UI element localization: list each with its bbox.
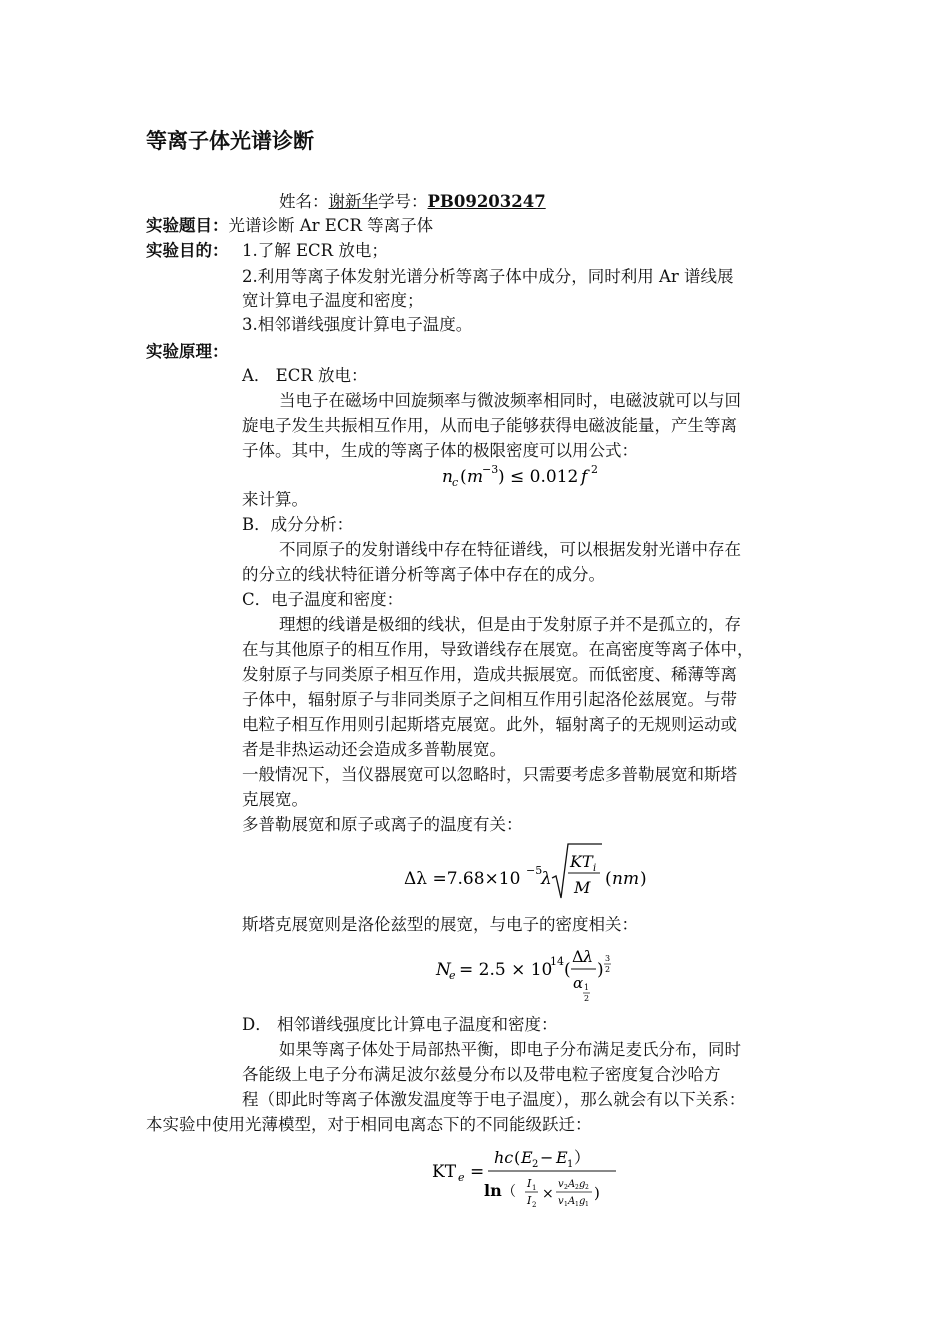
svg-text:α: α xyxy=(573,974,584,992)
section-a-after: 来计算。 xyxy=(242,490,308,509)
id-value: PB09203247 xyxy=(427,192,546,211)
section-a-line-3: 子体。其中，生成的等离子体的极限密度可以用公式： xyxy=(242,441,638,460)
svg-text:e: e xyxy=(449,969,456,982)
svg-text:−5: −5 xyxy=(526,864,543,877)
section-d-line-1: 如果等离子体处于局部热平衡，即电子分布满足麦氏分布，同时 xyxy=(279,1040,741,1059)
section-d-heading: D． 相邻谱线强度比计算电子温度和密度： xyxy=(242,1015,558,1034)
purpose-item-2: 2.利用等离子体发射光谱分析等离子体中成分，同时利用 Ar 谱线展 xyxy=(242,267,734,286)
electron-temperature-formula xyxy=(430,1140,630,1217)
page-title: 等离子体光谱诊断 xyxy=(146,128,314,153)
svg-text:): ) xyxy=(597,960,604,980)
svg-text:(: ( xyxy=(460,467,467,487)
ecr-density-formula-svg xyxy=(440,461,620,491)
stark-formula-svg xyxy=(434,941,614,1007)
svg-text:) ≤ 0.012: ) ≤ 0.012 xyxy=(498,467,579,487)
svg-text:λ: λ xyxy=(583,947,594,966)
svg-text:g: g xyxy=(579,1196,586,1207)
svg-text:Δλ =7.68×10: Δλ =7.68×10 xyxy=(404,869,521,889)
svg-text:2: 2 xyxy=(532,1201,537,1209)
svg-text:c: c xyxy=(452,476,459,489)
svg-text:g: g xyxy=(579,1179,586,1190)
topic-line xyxy=(146,214,433,238)
section-c-line-1: 理想的线谱是极细的线状，但是由于发射原子并不是孤立的，存 xyxy=(279,615,741,634)
svg-text:=: = xyxy=(470,1162,485,1182)
section-a-heading: A． ECR 放电： xyxy=(242,366,368,385)
section-a-line-2: 旋电子发生共振相互作用，从而电子能够获得电磁波能量，产生等离 xyxy=(242,416,737,435)
id-label: 学号： xyxy=(378,192,428,211)
ecr-density-formula xyxy=(440,461,620,496)
section-c-line-9: 多普勒展宽和原子或离子的温度有关： xyxy=(242,815,523,834)
purpose-item-1: 1.了解 ECR 放电； xyxy=(242,241,388,260)
svg-text:M: M xyxy=(574,878,591,897)
svg-text:m: m xyxy=(467,467,484,487)
svg-text:−: − xyxy=(540,1148,554,1167)
svg-text:v: v xyxy=(558,1179,564,1190)
svg-text:1: 1 xyxy=(584,983,590,992)
svg-text:): ) xyxy=(594,1184,600,1202)
section-c-line-4: 子体中，辐射原子与非同类原子之间相互作用引起洛伦兹展宽。与带 xyxy=(242,690,737,709)
svg-text:2: 2 xyxy=(591,463,598,476)
svg-text:2: 2 xyxy=(605,965,611,974)
topic-text: 光谱诊断 Ar ECR 等离子体 xyxy=(228,216,434,235)
svg-text:ln: ln xyxy=(484,1181,502,1200)
name-value: 谢新华 xyxy=(328,192,378,211)
electron-temperature-formula-svg xyxy=(430,1140,630,1212)
svg-text:1: 1 xyxy=(532,1184,537,1192)
svg-text:I: I xyxy=(527,1194,532,1207)
section-d-line-2: 各能级上电子分布满足波尔兹曼分布以及带电粒子密度复合沙哈方 xyxy=(242,1065,721,1084)
svg-text:2: 2 xyxy=(532,1159,539,1170)
principle-label: 实验原理： xyxy=(146,342,229,361)
svg-text:2: 2 xyxy=(584,994,590,1003)
svg-text:2: 2 xyxy=(575,1184,579,1191)
svg-text:A: A xyxy=(568,1179,576,1190)
svg-text:1: 1 xyxy=(585,1201,589,1208)
svg-text:KT: KT xyxy=(432,1162,457,1182)
svg-text:1: 1 xyxy=(575,1201,579,1208)
svg-text:= 2.5 × 10: = 2.5 × 10 xyxy=(459,960,553,980)
section-c-line-5: 电粒子相互作用则引起斯塔克展宽。此外，辐射离子的无规则运动或 xyxy=(242,715,737,734)
svg-text:(: ( xyxy=(564,960,571,980)
svg-text:i: i xyxy=(593,863,597,874)
stark-intro: 斯塔克展宽则是洛伦兹型的展宽，与电子的密度相关： xyxy=(242,915,638,934)
section-c-line-3: 发射原子与同类原子相互作用，造成共振展宽。而低密度、稀薄等离 xyxy=(242,665,737,684)
section-b-line-1: 不同原子的发射谱线中存在特征谱线，可以根据发射光谱中存在 xyxy=(279,540,741,559)
svg-text:N: N xyxy=(436,960,451,980)
svg-text:(: ( xyxy=(514,1148,521,1167)
doppler-formula xyxy=(402,840,652,909)
svg-text:nm: nm xyxy=(612,869,640,889)
section-c-line-2: 在与其他原子的相互作用，导致谱线存在展宽。在高密度等离子体中， xyxy=(242,640,754,659)
student-info-line xyxy=(279,190,546,214)
stark-formula xyxy=(434,941,614,1012)
svg-text:KT: KT xyxy=(570,852,593,871)
doppler-formula-svg xyxy=(402,840,652,904)
section-a-line-1: 当电子在磁场中回旋频率与微波频率相同时，电磁波就可以与回 xyxy=(279,391,741,410)
svg-text:E: E xyxy=(556,1148,568,1167)
svg-text:）: ） xyxy=(574,1148,591,1167)
purpose-item-3: 3.相邻谱线强度计算电子温度。 xyxy=(242,315,473,334)
svg-text:×: × xyxy=(542,1186,554,1202)
section-c-line-8: 克展宽。 xyxy=(242,790,308,809)
svg-text:E: E xyxy=(521,1148,533,1167)
purpose-item-2-cont: 宽计算电子温度和密度； xyxy=(242,291,424,310)
svg-text:v: v xyxy=(558,1196,564,1207)
svg-text:λ: λ xyxy=(541,869,552,889)
svg-text:1: 1 xyxy=(564,1201,568,1208)
svg-text:(: ( xyxy=(605,869,612,889)
svg-text:Δ: Δ xyxy=(572,947,584,966)
svg-text:−3: −3 xyxy=(482,463,499,476)
svg-text:1: 1 xyxy=(567,1159,574,1170)
svg-text:e: e xyxy=(458,1171,465,1184)
svg-text:f: f xyxy=(581,467,588,487)
section-c-line-6: 者是非热运动还会造成多普勒展宽。 xyxy=(242,740,506,759)
svg-text:hc: hc xyxy=(494,1148,514,1167)
section-c-line-7: 一般情况下，当仪器展宽可以忽略时，只需要考虑多普勒展宽和斯塔 xyxy=(242,765,737,784)
svg-text:2: 2 xyxy=(564,1184,568,1191)
topic-label: 实验题目： xyxy=(146,216,229,235)
svg-text:2: 2 xyxy=(585,1184,589,1191)
svg-text:14: 14 xyxy=(550,955,564,968)
svg-text:): ) xyxy=(640,869,647,889)
section-d-line-3: 程（即此时等离子体激发温度等于电子温度），那么就会有以下关系： xyxy=(242,1090,746,1109)
section-b-line-2: 的分立的线状特征谱分析等离子体中存在的成分。 xyxy=(242,565,605,584)
purpose-label: 实验目的： xyxy=(146,241,229,260)
name-label: 姓名： xyxy=(279,192,329,211)
svg-text:n: n xyxy=(442,467,453,487)
section-d-line-4: 本实验中使用光薄模型，对于相同电离态下的不同能级跃迁： xyxy=(146,1115,592,1134)
svg-text:I: I xyxy=(527,1177,532,1190)
svg-text:（: （ xyxy=(502,1184,516,1200)
svg-text:3: 3 xyxy=(605,954,611,963)
section-b-heading: B．成分分析： xyxy=(242,515,354,534)
section-c-heading: C．电子温度和密度： xyxy=(242,590,404,609)
svg-text:A: A xyxy=(568,1196,576,1207)
